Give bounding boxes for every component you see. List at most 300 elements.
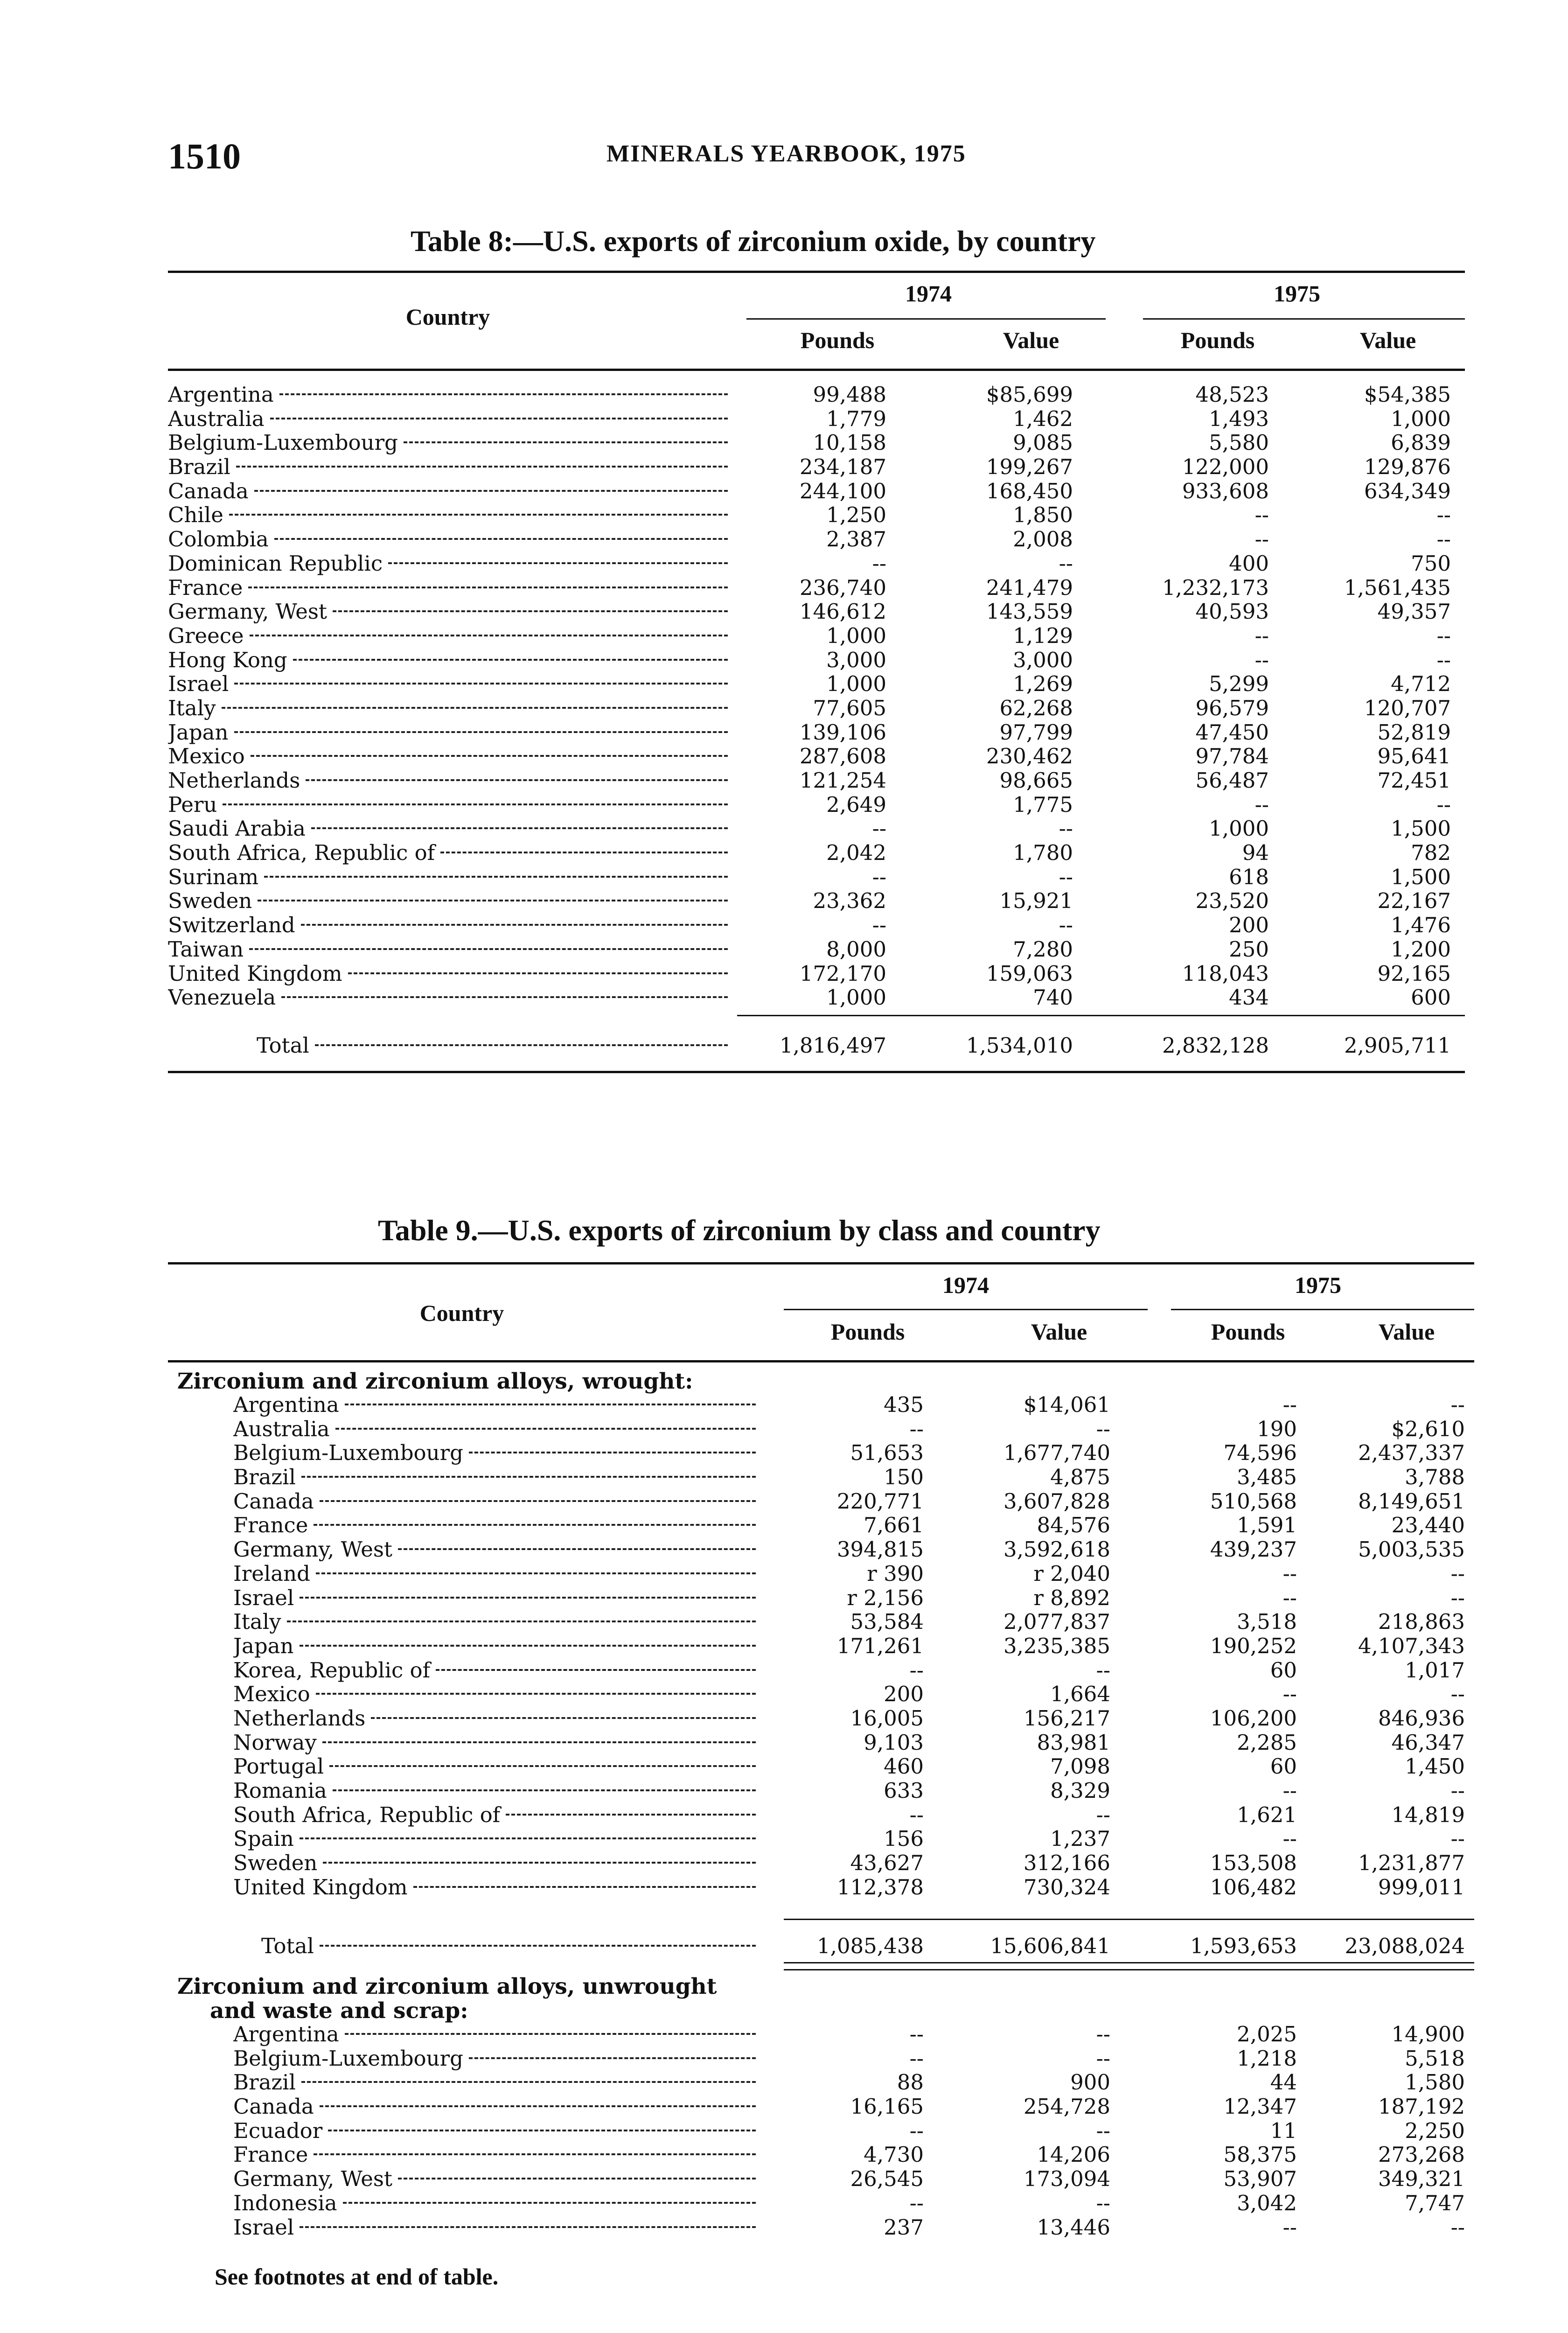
- cell-v75: 600: [1411, 985, 1451, 1010]
- cell-p74: 236,740: [799, 575, 886, 600]
- table8-total: [168, 1027, 1465, 1065]
- country-cell: [168, 1027, 728, 1065]
- cell-p75: --: [1254, 623, 1269, 648]
- cell-p74: 435: [884, 1392, 924, 1417]
- table8-col-pounds-1974: Pounds: [800, 327, 875, 353]
- country-cell: [168, 985, 728, 1010]
- cell-p74: 394,815: [836, 1537, 924, 1562]
- country-cell: [168, 648, 728, 672]
- cell-v75: 1,200: [1391, 936, 1451, 962]
- running-head: MINERALS YEARBOOK, 1975: [606, 140, 966, 167]
- country-cell: [168, 937, 728, 962]
- cell-v74: 3,235,385: [1003, 1633, 1110, 1658]
- cell-v74: r 8,892: [1033, 1585, 1110, 1610]
- table-row: [168, 552, 1465, 576]
- cell-p74: 1,000: [826, 623, 886, 648]
- cell-p75: 118,043: [1182, 961, 1269, 986]
- country-name: Mexico: [233, 1682, 310, 1706]
- table9-year1-rule: [784, 1309, 1148, 1310]
- cell-p75: 60: [1270, 1657, 1297, 1683]
- table-row: [233, 1417, 1474, 1441]
- cell-p74: 23,362: [813, 888, 886, 914]
- cell-p75: 1,493: [1209, 406, 1269, 431]
- table-row: [233, 1610, 1474, 1634]
- country-cell: [168, 479, 728, 503]
- table-row: [233, 1754, 1474, 1779]
- page-number: 1510: [168, 136, 241, 176]
- cell-p74: 220,771: [836, 1488, 924, 1514]
- cell-v74: 83,981: [1037, 1730, 1110, 1755]
- cell-p75: 97,784: [1195, 744, 1269, 769]
- cell-v74: --: [1096, 1416, 1110, 1441]
- cell-p75: 106,482: [1210, 1874, 1297, 1900]
- cell-v75: --: [1450, 1682, 1465, 1707]
- cell-p75: 2,832,128: [1162, 1033, 1269, 1058]
- cell-v75: --: [1450, 1585, 1465, 1610]
- table9-top-rule: [168, 1262, 1474, 1264]
- table8-total-rule: [737, 1015, 1465, 1016]
- country-name: Korea, Republic of: [233, 1658, 431, 1683]
- country-name: Chile: [168, 503, 223, 528]
- cell-p74: 287,608: [799, 744, 886, 769]
- cell-v75: 782: [1411, 840, 1451, 866]
- table-row: [233, 1706, 1474, 1731]
- cell-p75: 1,621: [1237, 1802, 1297, 1827]
- cell-p74: 10,158: [813, 430, 886, 455]
- cell-p75: --: [1254, 527, 1269, 552]
- cell-v75: 349,321: [1378, 2166, 1465, 2192]
- country-cell: [168, 817, 728, 841]
- cell-v75: --: [1450, 1392, 1465, 1417]
- cell-p74: 51,653: [850, 1440, 924, 1466]
- cell-v74: 98,665: [999, 768, 1073, 793]
- leader-dots: [287, 1621, 756, 1622]
- country-cell: [233, 1731, 756, 1755]
- cell-p75: 1,000: [1209, 816, 1269, 841]
- cell-p75: --: [1282, 1778, 1297, 1803]
- cell-p74: 16,165: [850, 2094, 924, 2119]
- leader-dots: [300, 1645, 756, 1647]
- cell-v75: 52,819: [1377, 719, 1451, 745]
- country-cell: [233, 1754, 756, 1779]
- cell-p74: 1,816,497: [779, 1033, 886, 1058]
- leader-dots: [436, 1669, 756, 1671]
- leader-dots: [345, 2033, 756, 2035]
- leader-dots: [323, 1862, 756, 1864]
- leader-dots: [315, 1044, 728, 1046]
- cell-p75: --: [1282, 1585, 1297, 1610]
- cell-v75: 1,500: [1391, 816, 1451, 841]
- cell-v74: --: [1059, 864, 1073, 889]
- cell-p74: 43,627: [850, 1851, 924, 1876]
- country-name: Netherlands: [233, 1706, 366, 1731]
- table9-footnote: See footnotes at end of table.: [215, 2263, 499, 2290]
- country-cell: [233, 2047, 756, 2071]
- cell-v74: 168,450: [986, 478, 1073, 503]
- cell-p75: --: [1282, 1826, 1297, 1851]
- table9-year-1975: 1975: [1295, 1272, 1341, 1298]
- cell-p74: 460: [884, 1754, 924, 1779]
- table-row: [233, 2191, 1474, 2215]
- cell-v74: --: [1096, 2022, 1110, 2047]
- country-name: Italy: [168, 696, 216, 720]
- table-row: [233, 1827, 1474, 1851]
- cell-v75: 1,580: [1405, 2070, 1465, 2095]
- country-name: Venezuela: [168, 985, 276, 1010]
- cell-v74: --: [1059, 816, 1073, 841]
- cell-v74: 900: [1070, 2070, 1110, 2095]
- leader-dots: [300, 2226, 756, 2228]
- cell-p74: --: [909, 2118, 924, 2143]
- country-cell: [233, 2119, 756, 2143]
- cell-p75: 106,200: [1210, 1705, 1297, 1731]
- country-cell: [168, 407, 728, 431]
- cell-p74: 633: [884, 1778, 924, 1803]
- table-row: [168, 937, 1465, 962]
- table-row: [168, 985, 1465, 1010]
- cell-p75: 618: [1229, 864, 1269, 889]
- country-cell: [168, 527, 728, 552]
- table-row: [233, 1513, 1474, 1537]
- leader-dots: [301, 2081, 756, 2083]
- country-name: South Africa, Republic of: [168, 841, 435, 865]
- cell-v74: --: [1059, 551, 1073, 576]
- cell-v74: 1,462: [1013, 406, 1073, 431]
- cell-p75: 5,580: [1209, 430, 1269, 455]
- cell-v74: 14,206: [1037, 2142, 1110, 2167]
- table9-year2-rule: [1171, 1309, 1474, 1310]
- leader-dots: [469, 1452, 756, 1453]
- table-row: [168, 576, 1465, 600]
- table9-section-wrought-body: [233, 1393, 1474, 1899]
- cell-p74: 150: [884, 1465, 924, 1490]
- country-name: Brazil: [233, 1465, 296, 1489]
- cell-p74: 26,545: [850, 2166, 924, 2192]
- leader-dots: [469, 2057, 756, 2059]
- leader-dots: [320, 1945, 756, 1947]
- table9-section-wrought-total: [261, 1927, 1474, 1965]
- cell-v75: $54,385: [1364, 382, 1451, 407]
- leader-dots: [440, 852, 728, 853]
- cell-v75: 6,839: [1391, 430, 1451, 455]
- cell-p75: 190: [1257, 1416, 1297, 1441]
- country-cell: [233, 1441, 756, 1465]
- country-cell: [233, 1682, 756, 1706]
- cell-p74: 1,000: [826, 671, 886, 697]
- cell-v74: 7,280: [1013, 936, 1073, 962]
- cell-p75: 60: [1270, 1754, 1297, 1779]
- cell-v75: --: [1436, 527, 1451, 552]
- country-name: Canada: [233, 2095, 314, 2119]
- country-name: Canada: [233, 1489, 314, 1514]
- leader-dots: [301, 1476, 756, 1478]
- cell-v74: 3,607,828: [1003, 1488, 1110, 1514]
- cell-p74: 139,106: [799, 719, 886, 745]
- cell-v75: 23,440: [1391, 1513, 1465, 1538]
- cell-p75: 2,025: [1237, 2022, 1297, 2047]
- cell-v74: --: [1096, 1657, 1110, 1683]
- cell-p75: 153,508: [1210, 1851, 1297, 1876]
- cell-v74: $85,699: [986, 382, 1073, 407]
- cell-v74: 1,129: [1013, 623, 1073, 648]
- cell-p75: 200: [1229, 913, 1269, 938]
- cell-p74: 244,100: [799, 478, 886, 503]
- country-name: Japan: [168, 720, 229, 745]
- cell-v75: 5,518: [1405, 2046, 1465, 2071]
- cell-p74: r 390: [867, 1561, 924, 1586]
- country-name: Total: [261, 1934, 314, 1958]
- cell-p74: --: [909, 1802, 924, 1827]
- cell-p75: --: [1254, 792, 1269, 817]
- country-cell: [168, 431, 728, 455]
- country-name: Colombia: [168, 527, 269, 552]
- cell-p74: 16,005: [850, 1705, 924, 1731]
- country-name: Total: [257, 1033, 309, 1058]
- cell-p74: 237: [884, 2214, 924, 2240]
- cell-v75: --: [1436, 623, 1451, 648]
- table-row: [233, 1562, 1474, 1586]
- cell-p75: 1,593,653: [1190, 1934, 1297, 1958]
- country-cell: [168, 696, 728, 720]
- cell-v74: 2,077,837: [1003, 1609, 1110, 1634]
- cell-v75: 49,357: [1377, 599, 1451, 624]
- country-name: Switzerland: [168, 913, 295, 937]
- table8-year1-rule: [746, 318, 1106, 320]
- table-row: [168, 720, 1465, 745]
- country-cell: [233, 2215, 756, 2240]
- country-cell: [233, 2167, 756, 2191]
- table-row: [168, 768, 1465, 793]
- leader-dots: [270, 418, 728, 419]
- cell-v74: 2,008: [1013, 527, 1073, 552]
- country-cell: [233, 1827, 756, 1851]
- cell-p74: --: [872, 816, 886, 841]
- leader-dots: [329, 1765, 756, 1767]
- cell-p75: 94: [1242, 840, 1269, 866]
- cell-v75: 1,450: [1405, 1754, 1465, 1779]
- country-cell: [233, 1634, 756, 1658]
- cell-v75: 92,165: [1377, 961, 1451, 986]
- table-row: [233, 1658, 1474, 1683]
- cell-v74: 3,000: [1013, 647, 1073, 672]
- cell-p75: 56,487: [1195, 768, 1269, 793]
- cell-p74: 1,779: [826, 406, 886, 431]
- country-cell: [168, 793, 728, 817]
- country-cell: [233, 1851, 756, 1875]
- cell-p74: 156: [884, 1826, 924, 1851]
- country-name: Israel: [168, 672, 229, 696]
- leader-dots: [229, 514, 728, 516]
- cell-p74: 53,584: [850, 1609, 924, 1634]
- cell-p74: 77,605: [813, 695, 886, 720]
- cell-v74: --: [1096, 2190, 1110, 2215]
- country-name: Germany, West: [168, 600, 328, 624]
- cell-p75: --: [1282, 1561, 1297, 1586]
- country-cell: [168, 383, 728, 407]
- cell-v75: 273,268: [1378, 2142, 1465, 2167]
- cell-p74: --: [872, 551, 886, 576]
- table-row: [233, 1634, 1474, 1658]
- country-name: Israel: [233, 2215, 294, 2240]
- cell-v74: 740: [1033, 985, 1073, 1010]
- table-row: [233, 2047, 1474, 2071]
- country-cell: [168, 865, 728, 889]
- country-name: Japan: [233, 1634, 294, 1658]
- table-row: [168, 455, 1465, 479]
- cell-p74: r 2,156: [847, 1585, 924, 1610]
- cell-v75: 2,437,337: [1358, 1440, 1465, 1466]
- cell-v74: --: [1059, 913, 1073, 938]
- country-name: Ecuador: [233, 2118, 323, 2143]
- cell-p75: 96,579: [1195, 695, 1269, 720]
- country-cell: [233, 1706, 756, 1731]
- cell-p74: --: [872, 913, 886, 938]
- cell-v74: 156,217: [1023, 1705, 1110, 1731]
- leader-dots: [306, 779, 728, 781]
- cell-v75: $2,610: [1391, 1416, 1465, 1441]
- cell-p74: 171,261: [836, 1633, 924, 1658]
- table9-section-wrought-label: Zirconium and zirconium alloys, wrought:: [177, 1369, 693, 1394]
- table-row: [168, 527, 1465, 552]
- cell-p75: 12,347: [1223, 2094, 1297, 2119]
- country-name: Spain: [233, 1827, 294, 1851]
- cell-p75: 190,252: [1210, 1633, 1297, 1658]
- cell-p75: 74,596: [1223, 1440, 1297, 1466]
- country-name: Saudi Arabia: [168, 817, 306, 841]
- cell-p75: 122,000: [1182, 454, 1269, 480]
- leader-dots: [404, 441, 728, 443]
- cell-p74: 234,187: [799, 454, 886, 480]
- table-row: [168, 503, 1465, 527]
- leader-dots: [234, 683, 728, 685]
- cell-v74: 241,479: [986, 575, 1073, 600]
- country-cell: [233, 2143, 756, 2167]
- table-row: [233, 2167, 1474, 2191]
- cell-v75: 2,250: [1405, 2118, 1465, 2143]
- cell-v74: 1,237: [1050, 1826, 1110, 1851]
- table-row: [233, 2022, 1474, 2047]
- cell-v75: 14,900: [1391, 2022, 1465, 2047]
- cell-p75: 3,042: [1237, 2190, 1297, 2215]
- cell-p74: 2,649: [826, 792, 886, 817]
- leader-dots: [250, 635, 728, 636]
- leader-dots: [264, 876, 728, 878]
- table9-header-rule: [168, 1360, 1474, 1362]
- cell-p74: 2,387: [826, 527, 886, 552]
- table-row: [233, 1465, 1474, 1489]
- leader-dots: [345, 1404, 756, 1405]
- country-cell: [168, 913, 728, 937]
- cell-v75: 72,451: [1377, 768, 1451, 793]
- cell-p74: --: [909, 2046, 924, 2071]
- cell-v74: r 2,040: [1033, 1561, 1110, 1586]
- cell-v75: 129,876: [1364, 454, 1451, 480]
- cell-v75: 3,788: [1405, 1465, 1465, 1490]
- country-cell: [233, 1658, 756, 1683]
- cell-v74: --: [1096, 1802, 1110, 1827]
- country-cell: [233, 1465, 756, 1489]
- country-name: Peru: [168, 792, 217, 817]
- leader-dots: [348, 972, 728, 974]
- table9-country-header: Country: [419, 1300, 504, 1326]
- cell-v74: 1,269: [1013, 671, 1073, 697]
- table-row: [233, 1851, 1474, 1875]
- country-cell: [233, 1779, 756, 1803]
- table-row: [233, 1682, 1474, 1706]
- cell-p74: 9,103: [864, 1730, 924, 1755]
- leader-dots: [234, 731, 728, 733]
- leader-dots: [251, 755, 728, 757]
- cell-v75: --: [1436, 503, 1451, 528]
- country-name: Greece: [168, 623, 244, 648]
- cell-v75: 1,231,877: [1358, 1851, 1465, 1876]
- country-name: Sweden: [233, 1851, 318, 1875]
- cell-v75: 1,017: [1405, 1657, 1465, 1683]
- cell-v74: 1,534,010: [966, 1033, 1073, 1058]
- country-name: Belgium-Luxembourg: [233, 1441, 463, 1466]
- cell-v75: 2,905,711: [1344, 1033, 1451, 1058]
- leader-dots: [398, 1548, 756, 1550]
- country-cell: [233, 1586, 756, 1610]
- country-name: United Kingdom: [233, 1875, 408, 1900]
- cell-p75: 439,237: [1210, 1537, 1297, 1562]
- cell-v75: 1,000: [1391, 406, 1451, 431]
- cell-v74: 1,850: [1013, 503, 1073, 528]
- leader-dots: [293, 659, 728, 661]
- cell-p74: 88: [897, 2070, 924, 2095]
- cell-p75: 23,520: [1195, 888, 1269, 914]
- cell-p75: 47,450: [1195, 719, 1269, 745]
- table9-col-pounds-1974: Pounds: [830, 1319, 905, 1345]
- country-name: Indonesia: [233, 2191, 337, 2215]
- country-name: France: [233, 1513, 308, 1538]
- table9-section-unwrought-body: [233, 2022, 1474, 2239]
- cell-p74: 1,085,438: [816, 1934, 924, 1958]
- cell-p74: 112,378: [836, 1874, 924, 1900]
- cell-v74: 3,592,618: [1003, 1537, 1110, 1562]
- country-name: United Kingdom: [168, 961, 342, 986]
- leader-dots: [281, 996, 728, 998]
- leader-dots: [371, 1717, 756, 1719]
- table9-section-unwrought-label-2: and waste and scrap:: [210, 1998, 468, 2024]
- leader-dots: [236, 466, 728, 468]
- cell-v74: 199,267: [986, 454, 1073, 480]
- table-row: [233, 2070, 1474, 2095]
- country-name: Dominican Republic: [168, 551, 383, 576]
- table-row: [168, 841, 1465, 865]
- cell-p75: 40,593: [1195, 599, 1269, 624]
- table-row: [233, 1393, 1474, 1417]
- table9-col-pounds-1975: Pounds: [1211, 1319, 1285, 1345]
- country-name: Brazil: [168, 455, 230, 479]
- table8-top-rule: [168, 271, 1465, 273]
- leader-dots: [413, 1886, 756, 1888]
- table-row: [233, 2143, 1474, 2167]
- country-cell: [233, 1489, 756, 1514]
- country-name: Mexico: [168, 744, 245, 769]
- table-row: [168, 600, 1465, 624]
- cell-v75: --: [1436, 792, 1451, 817]
- cell-v74: 15,921: [999, 888, 1073, 914]
- cell-v74: 730,324: [1023, 1874, 1110, 1900]
- country-cell: [168, 503, 728, 527]
- leader-dots: [222, 707, 728, 709]
- cell-p75: 1,591: [1237, 1513, 1297, 1538]
- leader-dots: [274, 538, 728, 540]
- cell-p74: 7,661: [864, 1513, 924, 1538]
- cell-v74: 1,775: [1013, 792, 1073, 817]
- table-row: [168, 479, 1465, 503]
